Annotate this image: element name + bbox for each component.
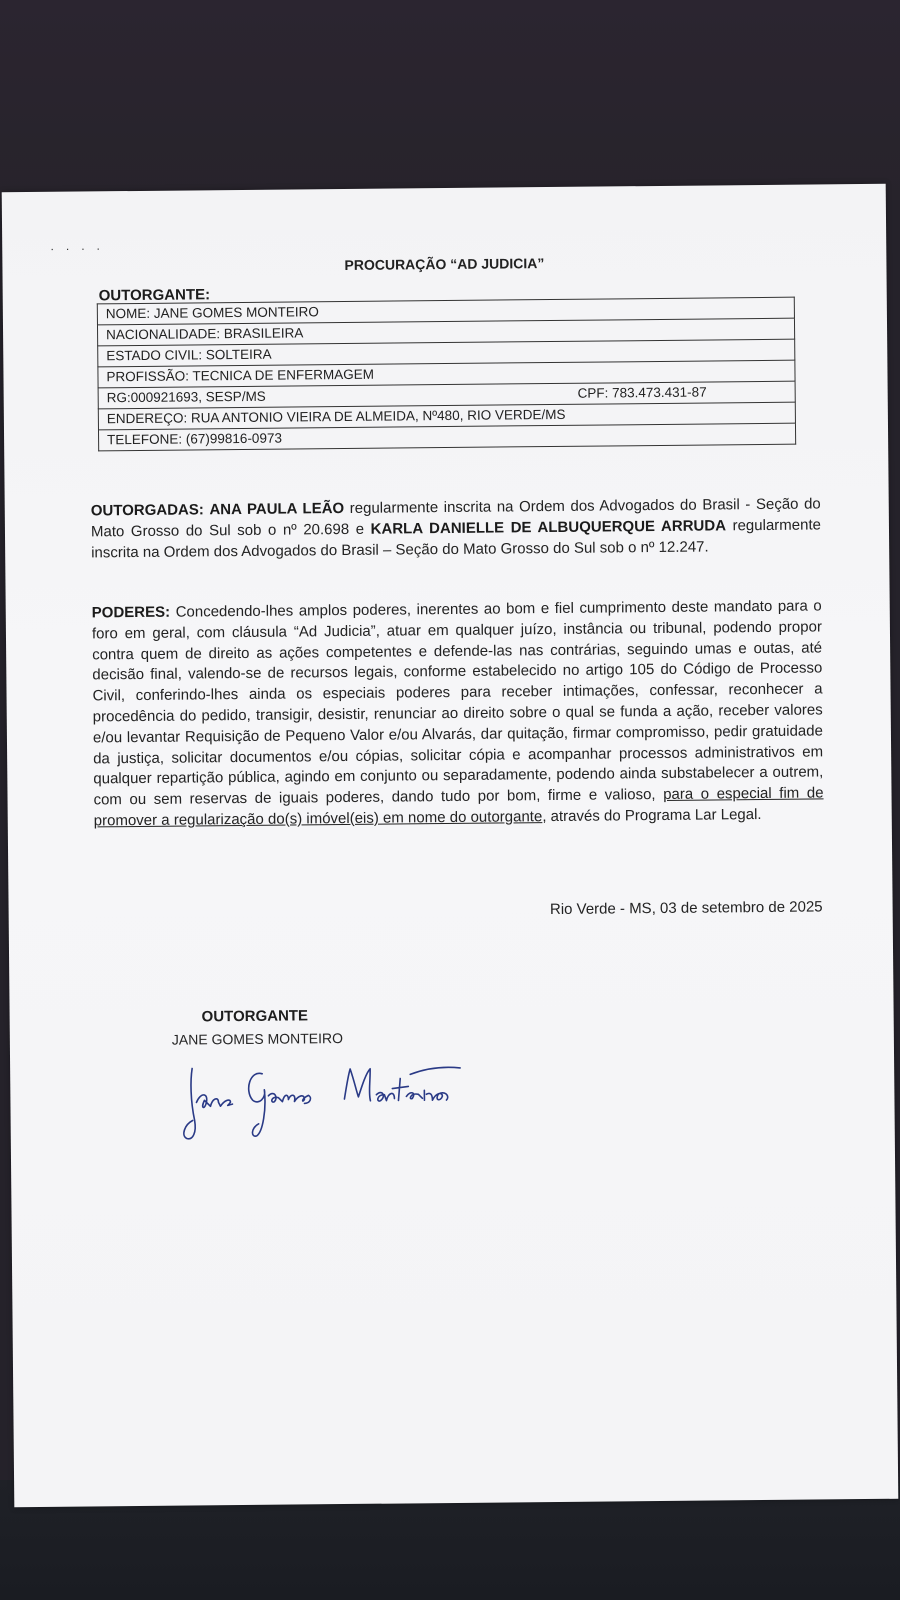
grantor-rg: RG:000921693, SESP/MS (106, 388, 266, 406)
grantee-name-2: KARLA DANIELLE DE ALBUQUERQUE ARRUDA (370, 517, 727, 538)
dark-background-top (0, 0, 900, 200)
grantor-cpf: CPF: 783.473.431-87 (577, 384, 707, 401)
signature-role: OUTORGANTE (201, 1007, 309, 1026)
grantor-address: ENDEREÇO: RUA ANTONIO VIEIRA DE ALMEIDA, Nº480, RIO VERDE/MS (98, 402, 795, 430)
grantor-info-table (97, 297, 796, 452)
powers-paragraph (92, 596, 824, 832)
grantor-nationality: NACIONALIDADE: BRASILEIRA (97, 318, 794, 346)
grantees-paragraph (91, 494, 822, 563)
grantor-civil-status: ESTADO CIVIL: SOLTEIRA (98, 339, 795, 367)
grantee-text-1: regularmente inscrita na Ordem dos Advogados do Brasil - Seção do Mato Grosso do Sul sob o nº 20.698 e (90, 495, 821, 541)
powers-label: PODERES: (91, 603, 171, 622)
powers-underlined-purpose: para o especial fim de promover a regularização do(s) imóvel(eis) em nome do outorgante (93, 784, 824, 830)
handwritten-signature (170, 1038, 491, 1151)
grantor-phone: TELEFONE: (67)99816-0973 (98, 423, 795, 451)
grantees-label: OUTORGADAS: (90, 501, 204, 520)
document-title: PROCURAÇÃO “AD JUDICIA” (344, 255, 545, 273)
grantee-name-1: ANA PAULA LEÃO (209, 500, 345, 519)
scan-specks: · · · · (50, 241, 105, 256)
document-page (2, 184, 899, 1507)
signature-printed-name: JANE GOMES MONTEIRO (171, 1030, 344, 1048)
powers-text: Concedendo-lhes amplos poderes, inerentes ao bom e fiel cumprimento deste mandato para o foro em geral, com cláusula “Ad Judicia”, atuar em qualquer juízo, instância ou tribunal, podendo propor contra quem de direito as ações competentes e defende-las nas contrárias, seguindo umas e outas, até decisão final, valendo-se de recursos legais, conforme estabelecido no artigo 105 do Código de Processo Civil, conferindo-lhes ainda os especiais poderes para receber intimações, confessar, reconhecer a procedência do pedido, transigir, desistir, renunciar ao direito sobre o qual se funda a ação, receber valores e/ou levantar Requisição de Pequeno Valor e/ou Alvarás, dar quitação, firmar compromisso, pedir gratuidade da justiça, solicitar documentos e/ou cópias, solicitar cópia e acompanhar processos administrativos em qualquer repartição pública, agindo em conjunto ou separadamente, podendo ainda substabelecer a outrem, com ou sem reservas de iguais poderes, dando tudo por bom, firme e valioso, (91, 597, 824, 809)
place-date: Rio Verde - MS, 03 de setembro de 2025 (549, 898, 823, 919)
grantee-text-2: regularmente inscrita na Ordem dos Advogados do Brasil – Seção do Mato Grosso do Sul sob o nº 12.247. (91, 516, 822, 562)
grantor-profession: PROFISSÃO: TECNICA DE ENFERMAGEM (98, 360, 795, 388)
powers-tail: , através do Programa Lar Legal. (542, 805, 762, 826)
grantor-heading: OUTORGANTE: (98, 286, 211, 305)
grantor-name: NOME: JANE GOMES MONTEIRO (97, 297, 794, 325)
